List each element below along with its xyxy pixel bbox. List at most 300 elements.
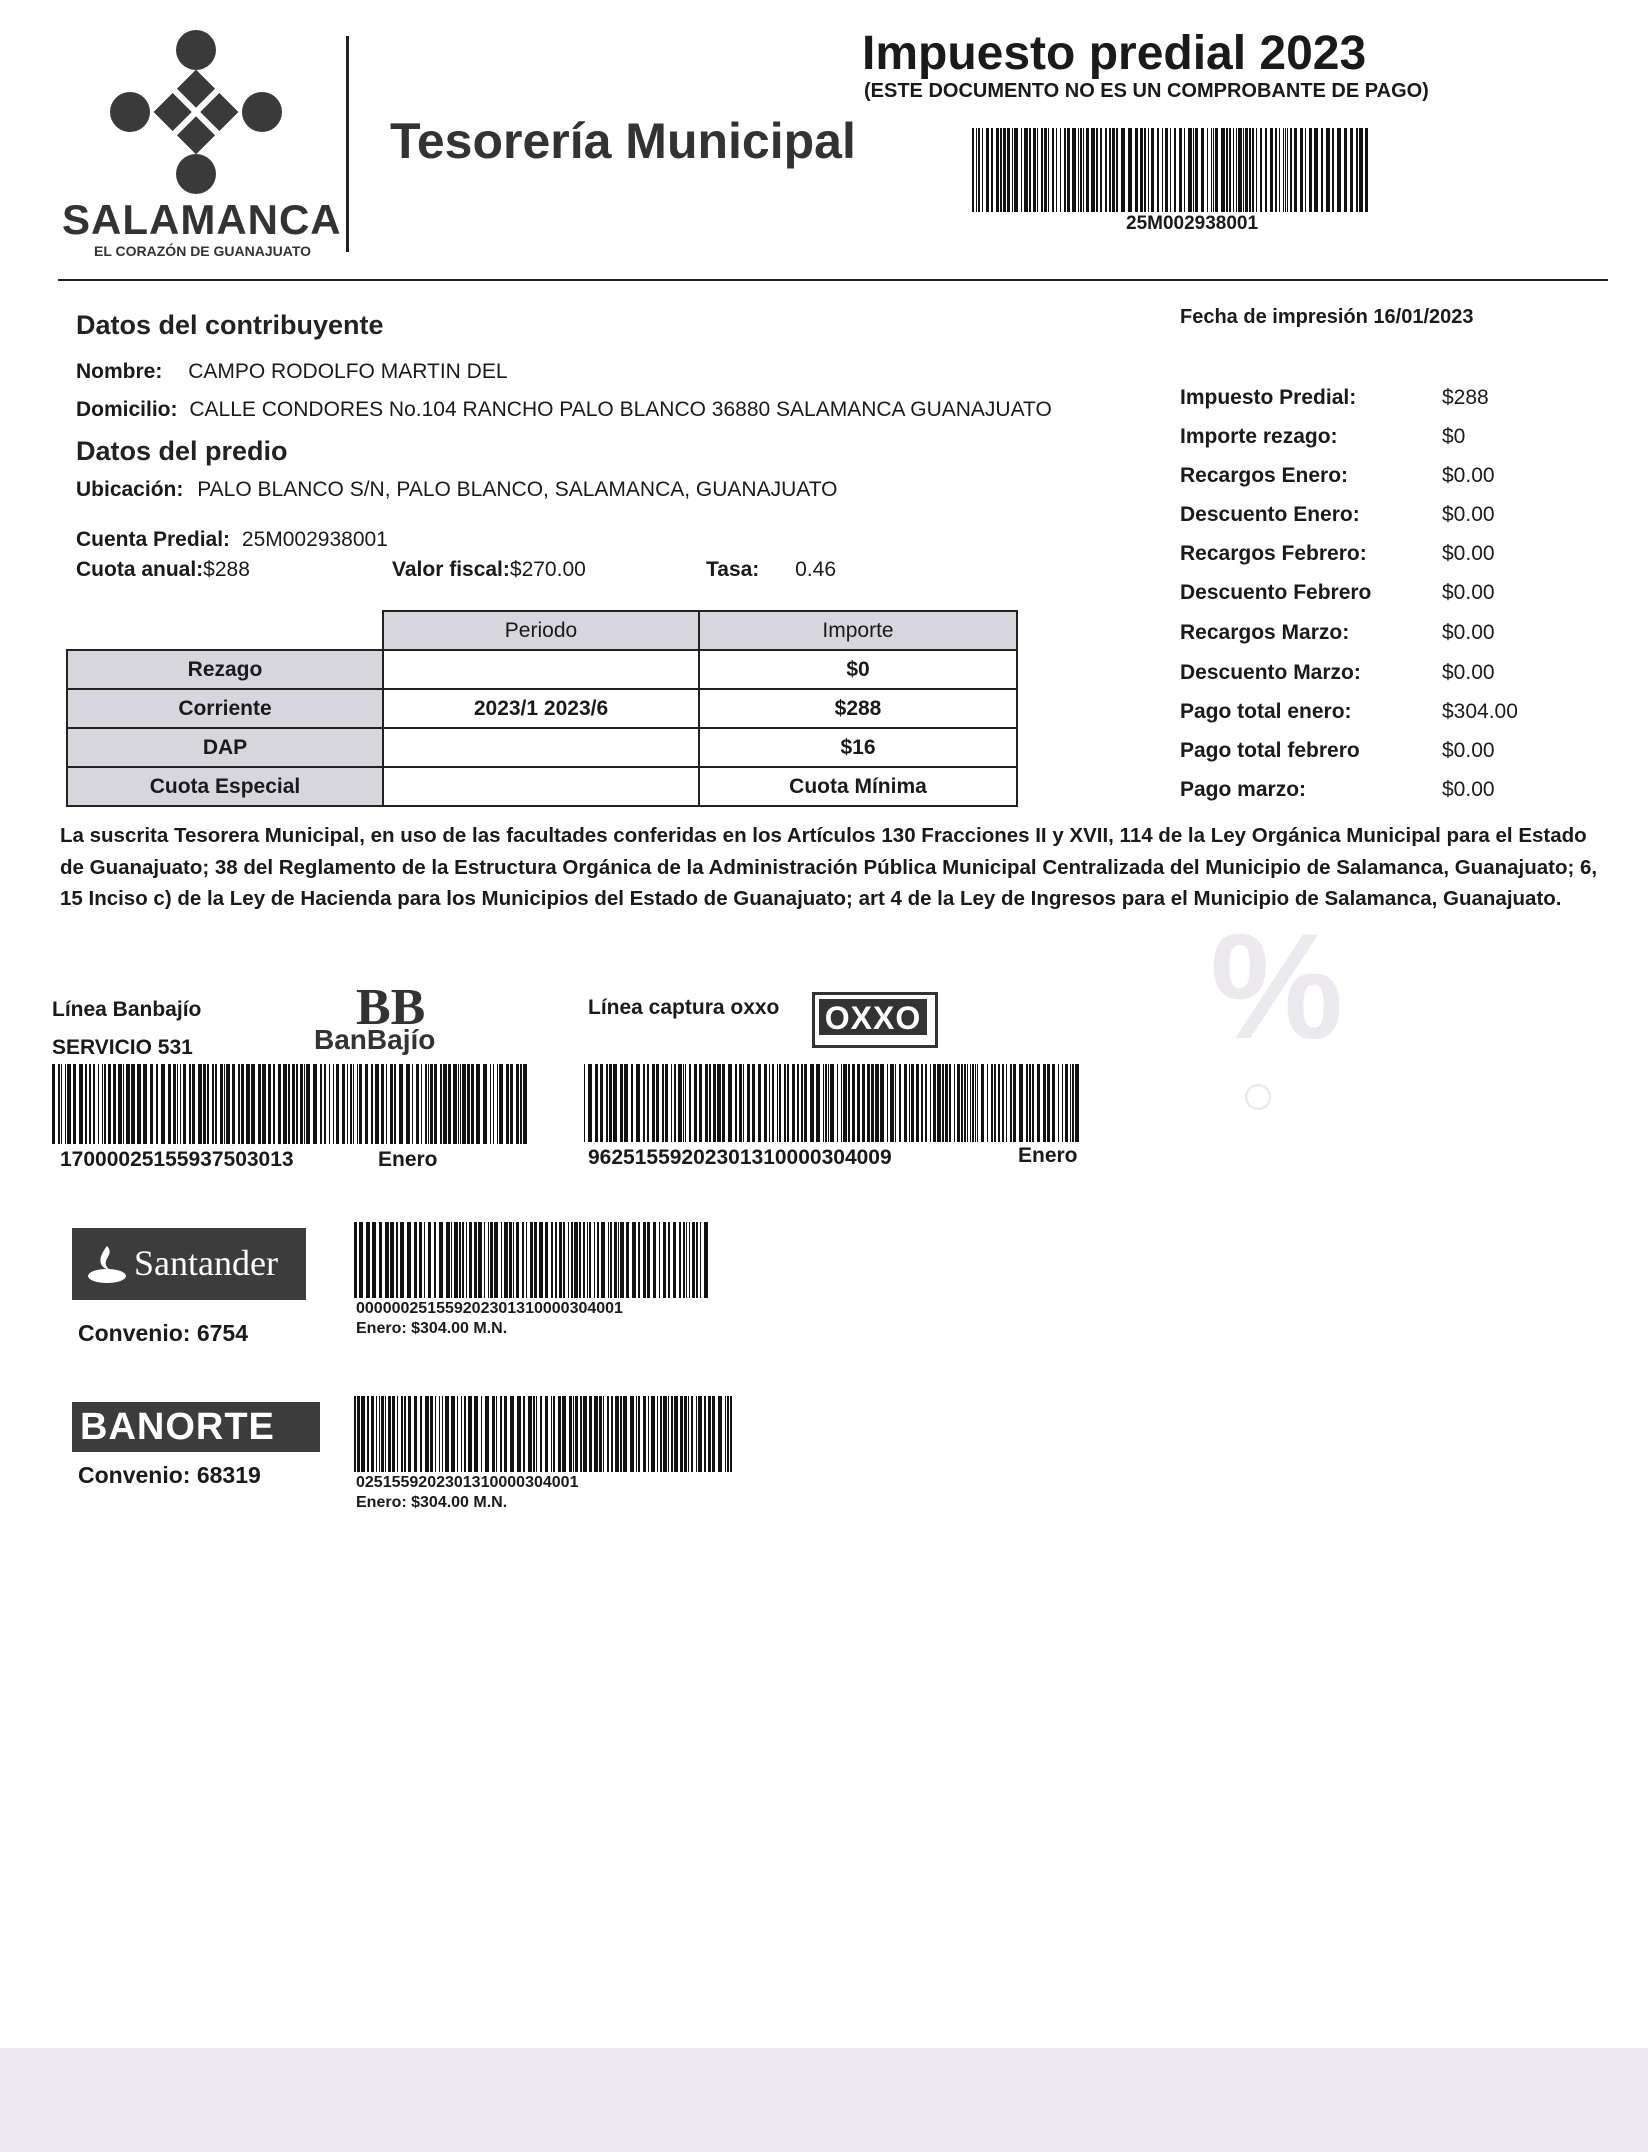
fiscal-value-label: Valor fiscal: (392, 558, 510, 581)
barcode-bar (320, 1064, 322, 1144)
barcode-bar (1285, 128, 1286, 212)
barcode-bar (386, 1064, 387, 1144)
barcode-bar (801, 1064, 803, 1142)
banbajio-logo-name: BanBajío (314, 1024, 436, 1055)
barcode-bar (390, 1064, 393, 1144)
barcode-bar (467, 1064, 470, 1144)
barcode-bar (494, 1222, 498, 1298)
barcode-bar (804, 1064, 807, 1142)
barcode-bar (563, 1222, 565, 1298)
barcode-bar (603, 1396, 604, 1472)
banbajio-service: SERVICIO 531 (52, 1036, 193, 1059)
barcode-bar (520, 1064, 522, 1144)
row-amount: $288 (699, 689, 1017, 728)
oxxo-month: Enero (1018, 1144, 1078, 1167)
barcode-bar (911, 1064, 914, 1142)
barcode-bar (982, 128, 983, 212)
barcode-bar (481, 1396, 482, 1472)
barcode-bar (439, 1396, 440, 1472)
barcode-bar (434, 1064, 437, 1144)
barcode-bar (1024, 128, 1028, 212)
barcode-bar (1148, 128, 1149, 212)
rate-value: 0.46 (795, 558, 837, 581)
barcode-bar (509, 1222, 512, 1298)
barcode-bar (89, 1064, 91, 1144)
barcode-bar (510, 1396, 514, 1472)
barcode-bar (268, 1064, 271, 1144)
barcode-bar (852, 1064, 855, 1142)
barcode-bar (1140, 128, 1143, 212)
barcode-bar (1116, 128, 1118, 212)
barcode-bar (656, 1064, 659, 1142)
barcode-bar (862, 1064, 865, 1142)
barcode-bar (705, 1064, 708, 1142)
barcode-bar (1056, 128, 1057, 212)
barcode-bar (404, 1396, 406, 1472)
oxxo-label: Línea captura oxxo (588, 996, 780, 1019)
barcode-bar (462, 1222, 464, 1298)
barcode-bar (1283, 128, 1284, 212)
barcode-bar (392, 1396, 395, 1472)
barcode-bar (419, 1222, 422, 1298)
summary-value: $288 (1442, 386, 1489, 409)
barcode-bar (258, 1064, 261, 1144)
barcode-bar (1135, 128, 1138, 212)
barcode-bar (825, 1064, 827, 1142)
barcode-bar (492, 1396, 495, 1472)
barcode-bar (673, 1222, 676, 1298)
barcode-bar (668, 1222, 670, 1298)
barcode-bar (451, 1396, 455, 1472)
barcode-bar (1109, 128, 1111, 212)
barcode-bar (743, 1064, 744, 1142)
barcode-bar (978, 128, 980, 212)
barcode-bar (366, 1222, 370, 1298)
barcode-bar (499, 1064, 503, 1144)
barcode-bar (212, 1064, 214, 1144)
barcode-bar (1326, 128, 1330, 212)
barcode-bar (685, 1064, 686, 1142)
barcode-bar (610, 1222, 612, 1298)
barcode-bar (421, 1064, 422, 1144)
barcode-bar (539, 1222, 543, 1298)
barcode-bar (414, 1396, 417, 1472)
barcode-bar (777, 1064, 778, 1142)
barcode-bar (559, 1222, 562, 1298)
watermark-graphic: ○ (1240, 1061, 1277, 1128)
barcode-bar (970, 1064, 971, 1142)
barcode-bar (354, 1396, 356, 1472)
barcode-bar (388, 1396, 391, 1472)
barcode-bar (500, 1396, 502, 1472)
barcode-bar (689, 1222, 690, 1298)
barcode-bar (686, 1222, 687, 1298)
banorte-logo (72, 1402, 320, 1452)
barcode-bar (79, 1064, 83, 1144)
barcode-bar (371, 1064, 373, 1144)
barcode-bar (678, 1064, 682, 1142)
barcode-bar (725, 1396, 726, 1472)
barcode-bar (459, 1222, 461, 1298)
barcode-bar (1072, 1064, 1074, 1142)
barcode-bar (462, 1064, 466, 1144)
contributor-address-row (76, 398, 1052, 422)
barcode-bar (412, 1064, 413, 1144)
barcode-bar (684, 1396, 687, 1472)
barcode-bar (739, 1064, 742, 1142)
barcode-bar (857, 1064, 860, 1142)
barcode-bar (615, 1396, 619, 1472)
period-table (66, 610, 1018, 807)
barcode-bar (278, 1064, 281, 1144)
summary-row (1180, 621, 1580, 655)
barcode-bar (1013, 1064, 1016, 1142)
fiscal-value: $270.00 (509, 558, 586, 581)
barcode-bar (764, 1064, 767, 1142)
barcode-bar (108, 1064, 111, 1144)
row-amount: $16 (699, 728, 1017, 767)
barcode-bar (1064, 128, 1066, 212)
barcode-bar (651, 1396, 655, 1472)
summary-row (1180, 425, 1580, 459)
barcode-bar (443, 1064, 447, 1144)
barcode-bar (461, 1396, 462, 1472)
barcode-bar (1229, 128, 1231, 212)
annual-fee-label: Cuota anual: (76, 558, 204, 581)
barcode-bar (1245, 128, 1248, 212)
barcode-bar (871, 1064, 874, 1142)
barcode-bar (1233, 128, 1234, 212)
summary-label: Importe rezago: (1180, 425, 1338, 448)
barcode-bar (397, 1396, 398, 1472)
barcode-bar (67, 1064, 71, 1144)
barcode-bar (708, 1396, 711, 1472)
barcode-bar (224, 1064, 225, 1144)
department-name: Tesorería Municipal (390, 113, 856, 169)
barcode-bar (632, 1222, 636, 1298)
barcode-bar (246, 1064, 250, 1144)
barcode-bar (1179, 128, 1182, 212)
column-header-importe: Importe (699, 611, 1017, 650)
barcode-bar (657, 1396, 658, 1472)
barcode-bar (300, 1064, 303, 1144)
barcode-bar (156, 1064, 158, 1144)
barcode-bar (226, 1064, 230, 1144)
barcode-bar (977, 1064, 978, 1142)
barcode-bar (643, 1396, 646, 1472)
summary-label: Pago marzo: (1180, 778, 1307, 801)
barcode-bar (1041, 128, 1043, 212)
barcode-bar (1236, 128, 1237, 212)
barcode-bar (118, 1064, 122, 1144)
barcode-bar (401, 1396, 403, 1472)
barcode-bar (396, 1222, 398, 1298)
banorte-convenio: Convenio: 68319 (78, 1462, 261, 1488)
barcode-bar (551, 1396, 552, 1472)
barcode-bar (406, 1064, 410, 1144)
barcode-bar (143, 1064, 147, 1144)
barcode-bar (562, 1396, 566, 1472)
barcode-bar (607, 1396, 609, 1472)
barcode-bar (1309, 128, 1312, 212)
barcode-bar (98, 1064, 99, 1144)
barcode-bar (623, 1396, 627, 1472)
barcode-bar (198, 1064, 202, 1144)
barcode-bar (663, 1222, 666, 1298)
barcode-bar (1207, 128, 1208, 212)
summary-row (1180, 661, 1580, 695)
barcode-bar (496, 1396, 497, 1472)
barcode-bar (652, 1064, 655, 1142)
barcode-bar (238, 1064, 240, 1144)
barcode-bar (1121, 128, 1125, 212)
barcode-bar (523, 1064, 527, 1144)
barcode-bar (674, 1396, 678, 1472)
header-divider (346, 36, 349, 252)
watermark-footer-band (0, 2048, 1648, 2152)
barcode-bar (306, 1064, 310, 1144)
barcode-bar (692, 1222, 695, 1298)
barcode-bar (587, 1222, 588, 1298)
barcode-bar (451, 1222, 452, 1298)
barcode-bar (357, 1396, 360, 1472)
barcode-bar (1058, 1064, 1059, 1142)
barcode-bar (630, 1396, 634, 1472)
barcode-bar (620, 1396, 622, 1472)
barcode-bar (1270, 128, 1273, 212)
summary-value: $0.00 (1442, 581, 1495, 604)
barcode-bar (85, 1064, 87, 1144)
summary-label: Impuesto Predial: (1180, 386, 1357, 409)
table-row (67, 728, 1017, 767)
barcode-bar (381, 1064, 384, 1144)
barcode-bar (1052, 1064, 1055, 1142)
barcode-bar (1337, 128, 1341, 212)
barcode-bar (553, 1396, 555, 1472)
barcode-bar (1010, 1064, 1012, 1142)
barcode-bar (975, 1064, 976, 1142)
barcode-bar (972, 1064, 974, 1142)
barcode-bar (1019, 1064, 1023, 1142)
barcode-bar (523, 1396, 525, 1472)
barcode-bar (530, 1222, 533, 1298)
barcode-bar (180, 1064, 181, 1144)
barcode-bar (1012, 128, 1013, 212)
table-row (67, 650, 1017, 689)
santander-barcode-number: 000000251559202301310000304001 (356, 1300, 623, 1317)
barcode-bar (460, 1064, 461, 1144)
barcode-bar (354, 1222, 357, 1298)
row-concept: DAP (67, 728, 383, 767)
annual-fee-row (76, 558, 250, 582)
barcode-bar (192, 1064, 195, 1144)
barcode-bar (1365, 128, 1368, 212)
barcode-bar (792, 1064, 795, 1142)
barcode-bar (614, 1222, 617, 1298)
barcode-bar (304, 1064, 305, 1144)
summary-row (1180, 739, 1580, 773)
barcode-bar (996, 128, 999, 212)
barcode-bar (583, 1222, 585, 1298)
barcode-bar (1215, 128, 1218, 212)
barcode-bar (991, 1064, 993, 1142)
barcode-bar (601, 1222, 605, 1298)
barcode-bar (986, 128, 989, 212)
summary-label: Pago total enero: (1180, 700, 1352, 723)
barcode-bar (1226, 128, 1228, 212)
barcode-bar (484, 1222, 485, 1298)
barcode-bar (1037, 1064, 1040, 1142)
barcode-bar (823, 1064, 824, 1142)
barcode-bar (414, 1222, 417, 1298)
barcode-bar (1060, 128, 1061, 212)
barcode-bar (942, 1064, 944, 1142)
barcode-bar (583, 1396, 587, 1472)
address-label: Domicilio: (76, 398, 178, 421)
barcode-bar (589, 1222, 591, 1298)
barcode-bar (665, 1064, 668, 1142)
table-row (67, 689, 1017, 728)
barcode-bar (1265, 128, 1267, 212)
barcode-bar (1174, 128, 1176, 212)
barcode-bar (722, 1064, 725, 1142)
barcode-bar (696, 1396, 697, 1472)
barcode-bar (1249, 128, 1251, 212)
barcode-bar (1048, 128, 1049, 212)
barcode-bar (1086, 128, 1089, 212)
barcode-bar (875, 1064, 879, 1142)
row-concept: Corriente (67, 689, 383, 728)
barcode-bar (1201, 128, 1204, 212)
property-location: PALO BLANCO S/N, PALO BLANCO, SALAMANCA, GUANAJUATO (197, 478, 838, 501)
barcode-bar (1256, 128, 1257, 212)
summary-label: Descuento Enero: (1180, 503, 1360, 526)
barcode-bar (394, 1064, 396, 1144)
barcode-bar (1014, 128, 1018, 212)
summary-row (1180, 464, 1580, 498)
barcode-bar (647, 1222, 650, 1298)
barcode-bar (694, 1064, 697, 1142)
barcode-bar (504, 1222, 508, 1298)
barcode-bar (957, 1064, 960, 1142)
barcode-bar (674, 1064, 676, 1142)
barcode-bar (611, 1396, 613, 1472)
barcode-bar (333, 1064, 334, 1144)
barcode-bar (916, 1064, 919, 1142)
barcode-bar (1350, 128, 1353, 212)
barcode-bar (696, 1222, 698, 1298)
barcode-bar (680, 1396, 683, 1472)
barcode-bar (713, 1064, 716, 1142)
barcode-bar (769, 1064, 770, 1142)
barcode-bar (458, 1064, 459, 1144)
barcode-bar (895, 1064, 896, 1142)
barcode-bar (1075, 1064, 1079, 1142)
contributor-heading: Datos del contribuyente (76, 310, 384, 340)
barcode-bar (545, 1396, 548, 1472)
document-subtitle: (ESTE DOCUMENTO NO ES UN COMPROBANTE DE PAGO) (864, 80, 1429, 102)
barcode-bar (428, 1064, 429, 1144)
barcode-bar (126, 1064, 130, 1144)
barcode-bar (1105, 128, 1107, 212)
barcode-bar (232, 1064, 235, 1144)
contributor-address: CALLE CONDORES No.104 RANCHO PALO BLANCO 36880 SALAMANCA GUANAJUATO (189, 398, 1052, 421)
barcode-bar (638, 1396, 640, 1472)
barcode-bar (372, 1222, 376, 1298)
annual-fee-value: $288 (203, 558, 250, 581)
barcode-bar (594, 1396, 598, 1472)
barcode-bar (994, 1064, 996, 1142)
brand-tagline: EL CORAZÓN DE GUANAJUATO (94, 243, 312, 259)
barcode-bar (435, 1396, 436, 1472)
barcode-bar (643, 1222, 646, 1298)
barcode-bar (1096, 128, 1098, 212)
barcode-bar (704, 1222, 708, 1298)
contributor-name-row (76, 360, 508, 384)
barcode-bar (329, 1064, 330, 1144)
barcode-bar (220, 1064, 223, 1144)
barcode-bar (1029, 128, 1031, 212)
barcode-bar (464, 1396, 466, 1472)
banbajio-label: Línea Banbajío (52, 998, 202, 1021)
barcode-bar (574, 1222, 578, 1298)
barcode-bar (359, 1222, 363, 1298)
barcode-bar (375, 1064, 379, 1144)
barcode-bar (476, 1064, 480, 1144)
barcode-bar (1029, 1064, 1031, 1142)
barcode-bar (1195, 128, 1198, 212)
barcode-bar (571, 1222, 573, 1298)
barcode-bar (123, 1064, 124, 1144)
barcode-bar (390, 1222, 394, 1298)
barcode-bar (1067, 128, 1070, 212)
name-label: Nombre: (76, 360, 163, 383)
barcode-bar (466, 1222, 467, 1298)
barcode-bar (510, 1064, 513, 1144)
summary-label: Recargos Febrero: (1180, 542, 1367, 565)
barcode-bar (1252, 128, 1254, 212)
barcode-bar (457, 1396, 458, 1472)
barcode-bar (638, 1222, 640, 1298)
barcode-bar (691, 1396, 693, 1472)
barcode-bar (425, 1396, 429, 1472)
oxxo-logo (812, 992, 938, 1048)
barcode-bar (752, 1064, 755, 1142)
barcode-bar (712, 1396, 715, 1472)
barcode-bar (504, 1396, 507, 1472)
table-row (67, 767, 1017, 806)
barcode-bar (1078, 128, 1079, 212)
barcode-bar (636, 1396, 637, 1472)
barcode-bar (558, 1396, 561, 1472)
barcode-bar (416, 1064, 419, 1144)
barcode-bar (367, 1396, 369, 1472)
barcode-bar (273, 1064, 275, 1144)
barcode-bar (545, 1222, 548, 1298)
barcode-bar (490, 1222, 493, 1298)
barcode-bar (631, 1064, 633, 1142)
barcode-bar (183, 1064, 186, 1144)
barcode-bar (1344, 128, 1347, 212)
barcode-bar (613, 1064, 617, 1142)
barcode-bar (408, 1396, 411, 1472)
row-concept: Cuota Especial (67, 767, 383, 806)
barcode-bar (880, 1064, 884, 1142)
barcode-bar (61, 1064, 62, 1144)
barcode-bar (442, 1396, 443, 1472)
barcode-bar (987, 1064, 988, 1142)
barcode-bar (573, 1396, 574, 1472)
